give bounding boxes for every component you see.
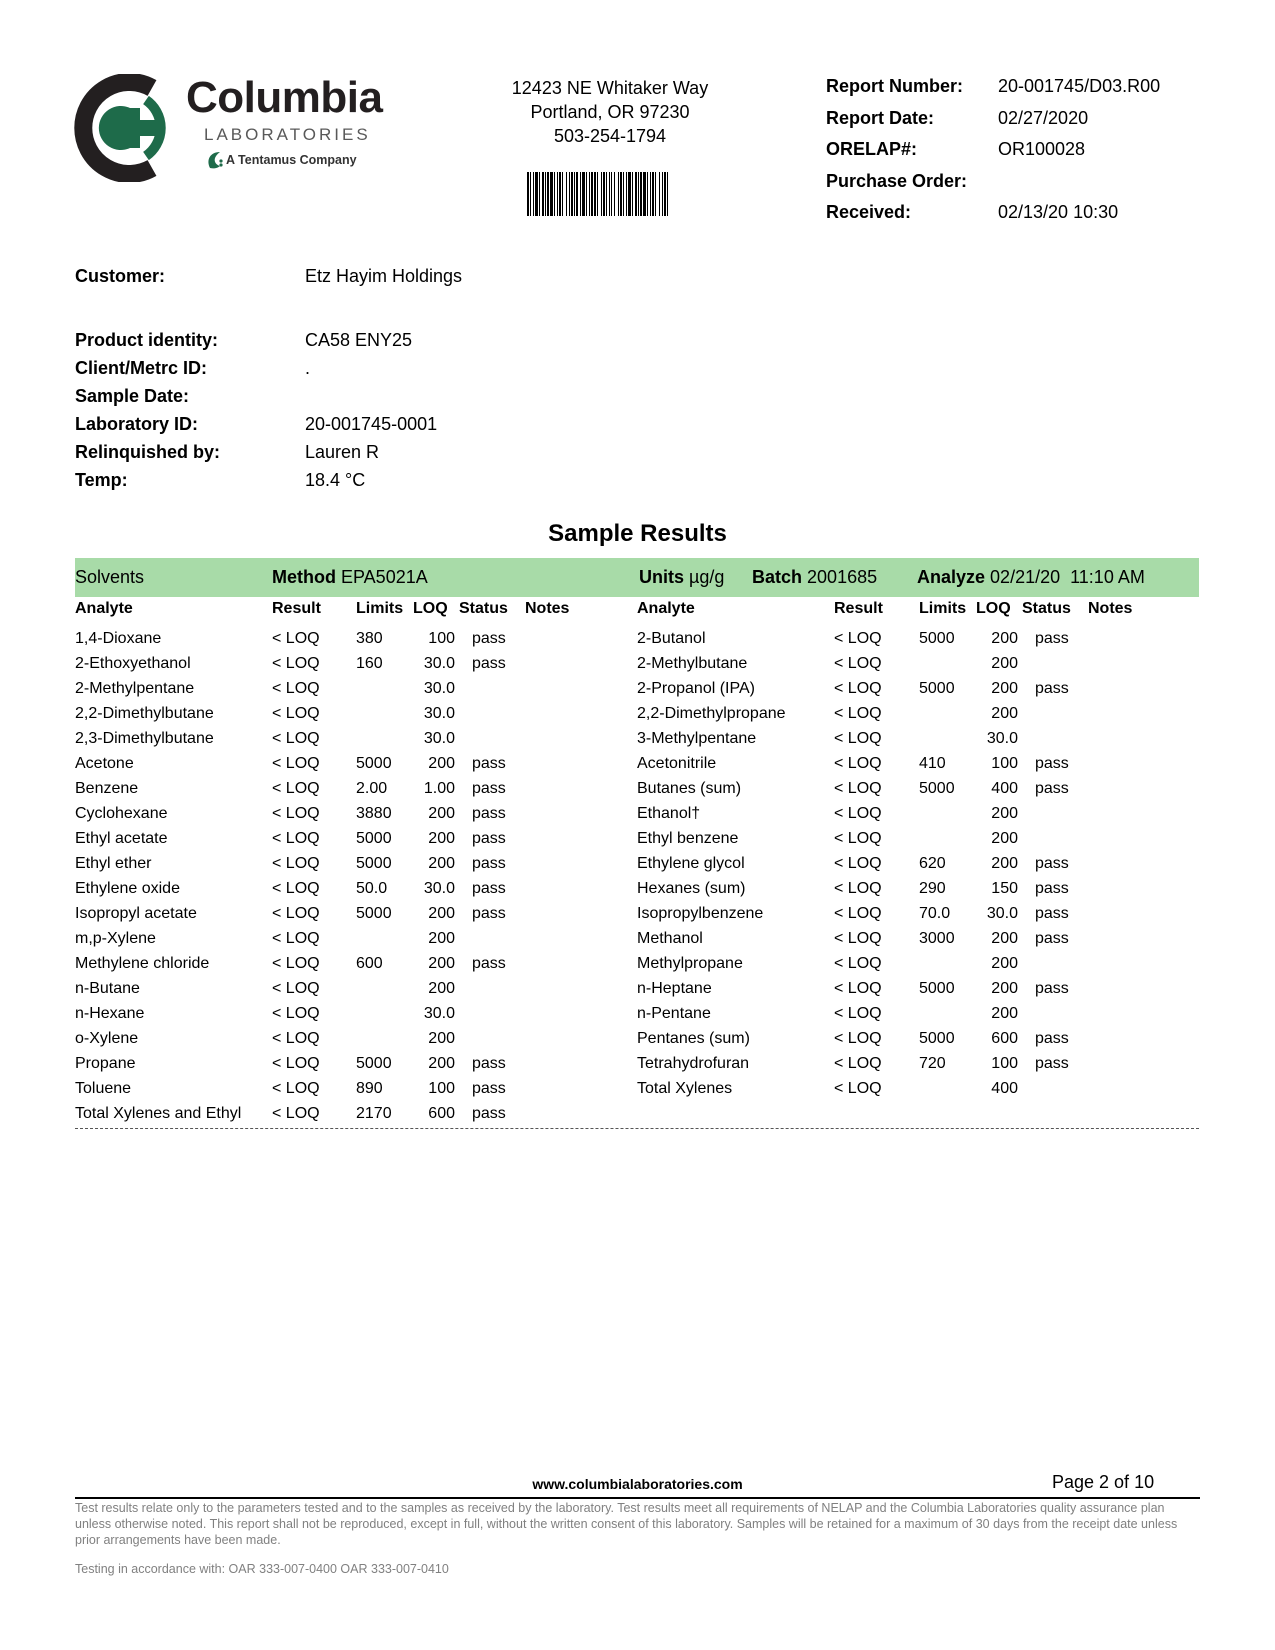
loq-value: 200	[991, 830, 1018, 847]
loq-value: 200	[991, 705, 1018, 722]
loq-value: 100	[428, 630, 455, 647]
result-value: < LOQ	[272, 630, 320, 647]
analyte-name: 2,2-Dimethylbutane	[75, 705, 214, 722]
info-label: Product identity:	[75, 330, 218, 350]
result-value: < LOQ	[272, 730, 320, 747]
band-analyze-value: 02/21/20 11:10 AM	[990, 567, 1145, 587]
limits-value: 5000	[356, 830, 392, 847]
barcode-bar	[550, 172, 553, 216]
result-value: < LOQ	[834, 730, 882, 747]
analyte-name: Benzene	[75, 780, 139, 797]
band-analyze	[917, 567, 1145, 588]
col-header-notes: Notes	[525, 600, 570, 617]
address-phone: 503-254-1794	[553, 126, 667, 146]
barcode-bar	[647, 172, 648, 216]
barcode-bar	[586, 172, 587, 216]
result-value: < LOQ	[834, 855, 882, 872]
barcode-bar	[643, 172, 646, 216]
limits-value: 410	[919, 755, 946, 772]
result-value: < LOQ	[834, 805, 882, 822]
result-value: < LOQ	[272, 655, 320, 672]
meta-value: OR100028	[998, 139, 1086, 159]
analyte-name: Isopropylbenzene	[637, 905, 764, 922]
band-units	[639, 567, 724, 588]
loq-value: 200	[991, 655, 1018, 672]
barcode-bar	[628, 172, 631, 216]
barcode-bar	[554, 172, 555, 216]
barcode	[527, 172, 669, 216]
status-value: pass	[1035, 905, 1069, 922]
footer-disclaimer: Test results relate only to the parameters tested and to the samples as received by the laboratory. Test results meet all requirements of NELAP and the Columbia Laboratories quality assurance plan unless otherwise noted. This report shall not be reproduced, except in full, without the written consent of this laboratory. Samples will be retained for a maximum of 30 days from the receipt date unless prior arrangements have been made.	[75, 1501, 1178, 1547]
status-value: pass	[1035, 1055, 1069, 1072]
info-value: CA58 ENY25	[305, 330, 413, 350]
status-value: pass	[472, 755, 506, 772]
result-value: < LOQ	[834, 930, 882, 947]
info-value: Etz Hayim Holdings	[305, 266, 463, 286]
status-value: pass	[1035, 880, 1069, 897]
barcode-bar	[535, 172, 538, 216]
analyte-name: n-Heptane	[637, 980, 712, 997]
info-value: .	[305, 358, 311, 378]
barcode-bar	[574, 172, 575, 216]
info-label: Client/Metrc ID:	[75, 358, 208, 378]
info-value: 20-001745-0001	[305, 414, 438, 434]
analyte-name: n-Butane	[75, 980, 140, 997]
status-value: pass	[472, 1055, 506, 1072]
result-value: < LOQ	[272, 830, 320, 847]
logo-subtitle: LABORATORIES	[204, 125, 371, 144]
loq-value: 30.0	[423, 705, 455, 722]
meta-value: 20-001745/D03.R00	[998, 76, 1161, 96]
analyte-name: Isopropyl acetate	[75, 905, 197, 922]
col-header-analyte: Analyte	[637, 600, 695, 617]
loq-value: 400	[991, 780, 1018, 797]
result-value: < LOQ	[272, 1055, 320, 1072]
analyte-name: Methanol	[637, 930, 703, 947]
barcode-bar	[623, 172, 624, 216]
analyte-name: Pentanes (sum)	[637, 1030, 750, 1047]
analyte-name: Ethanol†	[637, 805, 701, 822]
status-value: pass	[472, 805, 506, 822]
limits-value: 160	[356, 655, 383, 672]
barcode-bar	[582, 172, 585, 216]
result-value: < LOQ	[272, 755, 320, 772]
loq-value: 200	[428, 1030, 455, 1047]
col-header-result: Result	[272, 600, 321, 617]
loq-value: 200	[428, 955, 455, 972]
analyte-name: m,p-Xylene	[75, 930, 156, 947]
loq-value: 30.0	[423, 680, 455, 697]
loq-value: 1.00	[423, 780, 455, 797]
barcode-bar	[620, 172, 622, 216]
status-value: pass	[472, 880, 506, 897]
info-label: Temp:	[75, 470, 128, 490]
col-header-status: Status	[459, 600, 508, 617]
result-value: < LOQ	[834, 1055, 882, 1072]
band-batch-value: 2001685	[807, 567, 878, 587]
limits-value: 620	[919, 855, 946, 872]
loq-value: 200	[991, 855, 1018, 872]
meta-label: Report Date:	[826, 107, 935, 128]
meta-label: Received:	[826, 202, 912, 222]
barcode-bar	[655, 172, 656, 216]
meta-label: Report Number:	[826, 76, 964, 96]
info-label: Customer:	[75, 266, 166, 286]
limits-value: 5000	[919, 680, 955, 697]
page-number: Page 2 of 10	[1052, 1472, 1155, 1492]
barcode-bar	[569, 172, 570, 216]
limits-value: 5000	[356, 855, 392, 872]
footer-divider	[75, 1497, 1200, 1499]
result-value: < LOQ	[272, 955, 320, 972]
meta-label: Purchase Order:	[826, 170, 968, 191]
info-label: Laboratory ID:	[75, 414, 199, 434]
loq-value: 30.0	[423, 880, 455, 897]
analyte-name: Ethylene oxide	[75, 880, 180, 897]
analyte-name: Acetone	[75, 755, 134, 772]
section-title: Sample Results	[548, 520, 727, 547]
lab-address	[480, 76, 740, 148]
result-value: < LOQ	[272, 855, 320, 872]
result-value: < LOQ	[272, 1080, 320, 1097]
status-value: pass	[472, 830, 506, 847]
barcode-bar	[664, 172, 666, 216]
loq-value: 200	[428, 755, 455, 772]
result-value: < LOQ	[272, 980, 320, 997]
result-value: < LOQ	[272, 1105, 320, 1122]
barcode-bar	[614, 172, 615, 216]
analyte-name: Ethyl ether	[75, 855, 152, 872]
loq-value: 100	[991, 1055, 1018, 1072]
analyte-name: Ethyl acetate	[75, 830, 168, 847]
limits-value: 50.0	[356, 880, 388, 897]
limits-value: 890	[356, 1080, 383, 1097]
barcode-bar	[597, 172, 598, 216]
barcode-bar	[562, 172, 563, 216]
logo-tagline: A Tentamus Company	[226, 153, 357, 167]
analyte-name: 2-Propanol (IPA)	[637, 680, 755, 697]
loq-value: 200	[428, 830, 455, 847]
barcode-bar	[659, 172, 660, 216]
result-value: < LOQ	[834, 980, 882, 997]
limits-value: 5000	[919, 630, 955, 647]
result-value: < LOQ	[834, 755, 882, 772]
barcode-bar	[571, 172, 573, 216]
loq-value: 200	[991, 630, 1018, 647]
loq-value: 200	[991, 980, 1018, 997]
result-value: < LOQ	[834, 830, 882, 847]
results-band	[75, 558, 1199, 597]
result-value: < LOQ	[834, 1030, 882, 1047]
limits-value: 5000	[356, 1055, 392, 1072]
barcode-bar	[606, 172, 607, 216]
result-value: < LOQ	[272, 930, 320, 947]
loq-value: 400	[991, 1080, 1018, 1097]
company-logo	[74, 74, 414, 186]
barcode-bar	[603, 172, 605, 216]
analyte-name: Tetrahydrofuran	[637, 1055, 750, 1072]
result-value: < LOQ	[834, 880, 882, 897]
status-value: pass	[472, 955, 506, 972]
address-street: 12423 NE Whitaker Way	[511, 78, 709, 98]
limits-value: 2.00	[356, 780, 388, 797]
footer-accordance: Testing in accordance with: OAR 333-007-0400 OAR 333-007-0410	[75, 1562, 449, 1576]
status-value: pass	[472, 630, 506, 647]
limits-value: 3000	[919, 930, 955, 947]
logo-wordmark: Columbia	[186, 73, 383, 122]
limits-value: 2170	[356, 1105, 392, 1122]
barcode-bar	[566, 172, 567, 216]
status-value: pass	[472, 905, 506, 922]
result-value: < LOQ	[272, 805, 320, 822]
barcode-bar	[594, 172, 596, 216]
loq-value: 200	[991, 1005, 1018, 1022]
limits-value: 600	[356, 955, 383, 972]
loq-value: 30.0	[986, 905, 1018, 922]
meta-label: ORELAP#:	[826, 139, 918, 159]
meta-value: 02/13/20 10:30	[998, 202, 1119, 222]
barcode-bar	[559, 172, 561, 216]
band-method	[272, 567, 428, 588]
analyte-name: 2,3-Dimethylbutane	[75, 730, 214, 747]
band-batch	[752, 567, 877, 588]
loq-value: 150	[991, 880, 1018, 897]
result-value: < LOQ	[834, 630, 882, 647]
barcode-bar	[557, 172, 558, 216]
barcode-bar	[609, 172, 610, 216]
barcode-bar	[601, 172, 602, 216]
loq-value: 200	[428, 980, 455, 997]
analyte-name: Ethyl benzene	[637, 830, 739, 847]
status-value: pass	[1035, 680, 1069, 697]
analyte-name: o-Xylene	[75, 1030, 139, 1047]
limits-value: 5000	[356, 905, 392, 922]
band-analyze-label: Analyze	[917, 567, 986, 587]
result-value: < LOQ	[272, 905, 320, 922]
barcode-bar	[638, 172, 639, 216]
analyte-name: Butanes (sum)	[637, 780, 742, 797]
result-value: < LOQ	[834, 1005, 882, 1022]
loq-value: 200	[428, 905, 455, 922]
result-value: < LOQ	[272, 1005, 320, 1022]
barcode-bar	[618, 172, 619, 216]
barcode-bar	[611, 172, 612, 216]
analyte-name: Ethylene glycol	[637, 855, 745, 872]
analyte-name: n-Pentane	[637, 1005, 711, 1022]
col-header-analyte: Analyte	[75, 600, 133, 617]
limits-value: 5000	[919, 980, 955, 997]
analyte-name: Acetonitrile	[637, 755, 717, 772]
limits-value: 290	[919, 880, 946, 897]
loq-value: 200	[428, 930, 455, 947]
band-batch-label: Batch	[752, 567, 803, 587]
analyte-name: 2-Ethoxyethanol	[75, 655, 191, 672]
loq-value: 30.0	[423, 1005, 455, 1022]
status-value: pass	[472, 1080, 506, 1097]
loq-value: 30.0	[423, 730, 455, 747]
result-value: < LOQ	[834, 655, 882, 672]
limits-value: 5000	[356, 755, 392, 772]
columbia-c-logo-icon	[74, 74, 180, 182]
limits-value: 720	[919, 1055, 946, 1072]
loq-value: 200	[991, 930, 1018, 947]
analyte-name: Toluene	[75, 1080, 132, 1097]
barcode-bar	[632, 172, 633, 216]
barcode-bar	[635, 172, 637, 216]
band-method-label: Method	[272, 567, 336, 587]
limits-value: 380	[356, 630, 383, 647]
barcode-bar	[576, 172, 578, 216]
analyte-name: Hexanes (sum)	[637, 880, 746, 897]
status-value: pass	[1035, 755, 1069, 772]
loq-value: 600	[991, 1030, 1018, 1047]
result-value: < LOQ	[272, 1030, 320, 1047]
loq-value: 30.0	[986, 730, 1018, 747]
col-header-loq: LOQ	[976, 600, 1011, 617]
barcode-bar	[530, 172, 531, 216]
status-value: pass	[1035, 855, 1069, 872]
analyte-name: 2-Butanol	[637, 630, 706, 647]
loq-value: 200	[991, 955, 1018, 972]
barcode-bar	[640, 172, 642, 216]
limits-value: 5000	[919, 1030, 955, 1047]
result-value: < LOQ	[834, 705, 882, 722]
info-value: Lauren R	[305, 442, 380, 462]
result-value: < LOQ	[834, 955, 882, 972]
barcode-bar	[580, 172, 581, 216]
barcode-bar	[591, 172, 593, 216]
loq-value: 200	[991, 680, 1018, 697]
analyte-name: Propane	[75, 1055, 136, 1072]
info-label: Relinquished by:	[75, 442, 221, 462]
analyte-name: Methylene chloride	[75, 955, 210, 972]
band-method-value: EPA5021A	[341, 567, 428, 587]
col-header-limits: Limits	[356, 600, 404, 617]
col-header-notes: Notes	[1088, 600, 1133, 617]
result-value: < LOQ	[834, 905, 882, 922]
band-category: Solvents	[75, 567, 145, 587]
limits-value: 5000	[919, 780, 955, 797]
band-units-label: Units	[639, 567, 684, 587]
analyte-name: 2,2-Dimethylpropane	[637, 705, 786, 722]
barcode-bar	[547, 172, 549, 216]
status-value: pass	[1035, 980, 1069, 997]
col-header-status: Status	[1022, 600, 1071, 617]
analyte-name: 3-Methylpentane	[637, 730, 757, 747]
analyte-name: Methylpropane	[637, 955, 743, 972]
result-value: < LOQ	[834, 1080, 882, 1097]
loq-value: 100	[991, 755, 1018, 772]
barcode-bar	[589, 172, 590, 216]
analyte-name: 2-Methylpentane	[75, 680, 195, 697]
status-value: pass	[472, 1105, 506, 1122]
barcode-bar	[650, 172, 651, 216]
status-value: pass	[1035, 630, 1069, 647]
analyte-name: Cyclohexane	[75, 805, 168, 822]
loq-value: 30.0	[423, 655, 455, 672]
barcode-bar	[527, 172, 529, 216]
analyte-name: 1,4-Dioxane	[75, 630, 162, 647]
address-city: Portland, OR 97230	[530, 102, 690, 122]
analyte-name: Total Xylenes	[637, 1080, 733, 1097]
barcode-bar	[542, 172, 544, 216]
loq-value: 100	[428, 1080, 455, 1097]
result-value: < LOQ	[272, 680, 320, 697]
col-header-loq: LOQ	[413, 600, 448, 617]
limits-value: 70.0	[919, 905, 951, 922]
loq-value: 200	[991, 805, 1018, 822]
result-value: < LOQ	[272, 880, 320, 897]
analyte-name: n-Hexane	[75, 1005, 145, 1022]
info-label: Sample Date:	[75, 386, 190, 406]
barcode-bar	[545, 172, 546, 216]
loq-value: 600	[428, 1105, 455, 1122]
status-value: pass	[472, 780, 506, 797]
tentamus-leaf-icon	[206, 150, 224, 170]
table-end-divider	[75, 1128, 1199, 1129]
loq-value: 200	[428, 1055, 455, 1072]
result-value: < LOQ	[834, 680, 882, 697]
band-units-value: µg/g	[689, 567, 725, 587]
limits-value: 3880	[356, 805, 392, 822]
status-value: pass	[472, 655, 506, 672]
barcode-bar	[533, 172, 534, 216]
barcode-bar	[662, 172, 663, 216]
barcode-bar	[652, 172, 654, 216]
analyte-name: Total Xylenes and Ethyl	[75, 1105, 242, 1122]
status-value: pass	[1035, 1030, 1069, 1047]
status-value: pass	[1035, 780, 1069, 797]
info-value: 18.4 °C	[305, 470, 366, 490]
result-value: < LOQ	[272, 780, 320, 797]
barcode-bar	[626, 172, 627, 216]
status-value: pass	[1035, 930, 1069, 947]
result-value: < LOQ	[272, 705, 320, 722]
loq-value: 200	[428, 805, 455, 822]
col-header-result: Result	[834, 600, 883, 617]
footer-website-link[interactable]: www.columbialaboratories.com	[532, 1476, 743, 1492]
loq-value: 200	[428, 855, 455, 872]
barcode-bar	[539, 172, 540, 216]
status-value: pass	[472, 855, 506, 872]
analyte-name: 2-Methylbutane	[637, 655, 748, 672]
result-value: < LOQ	[834, 780, 882, 797]
meta-value: 02/27/2020	[998, 107, 1089, 128]
barcode-bar	[667, 172, 668, 216]
col-header-limits: Limits	[919, 600, 967, 617]
